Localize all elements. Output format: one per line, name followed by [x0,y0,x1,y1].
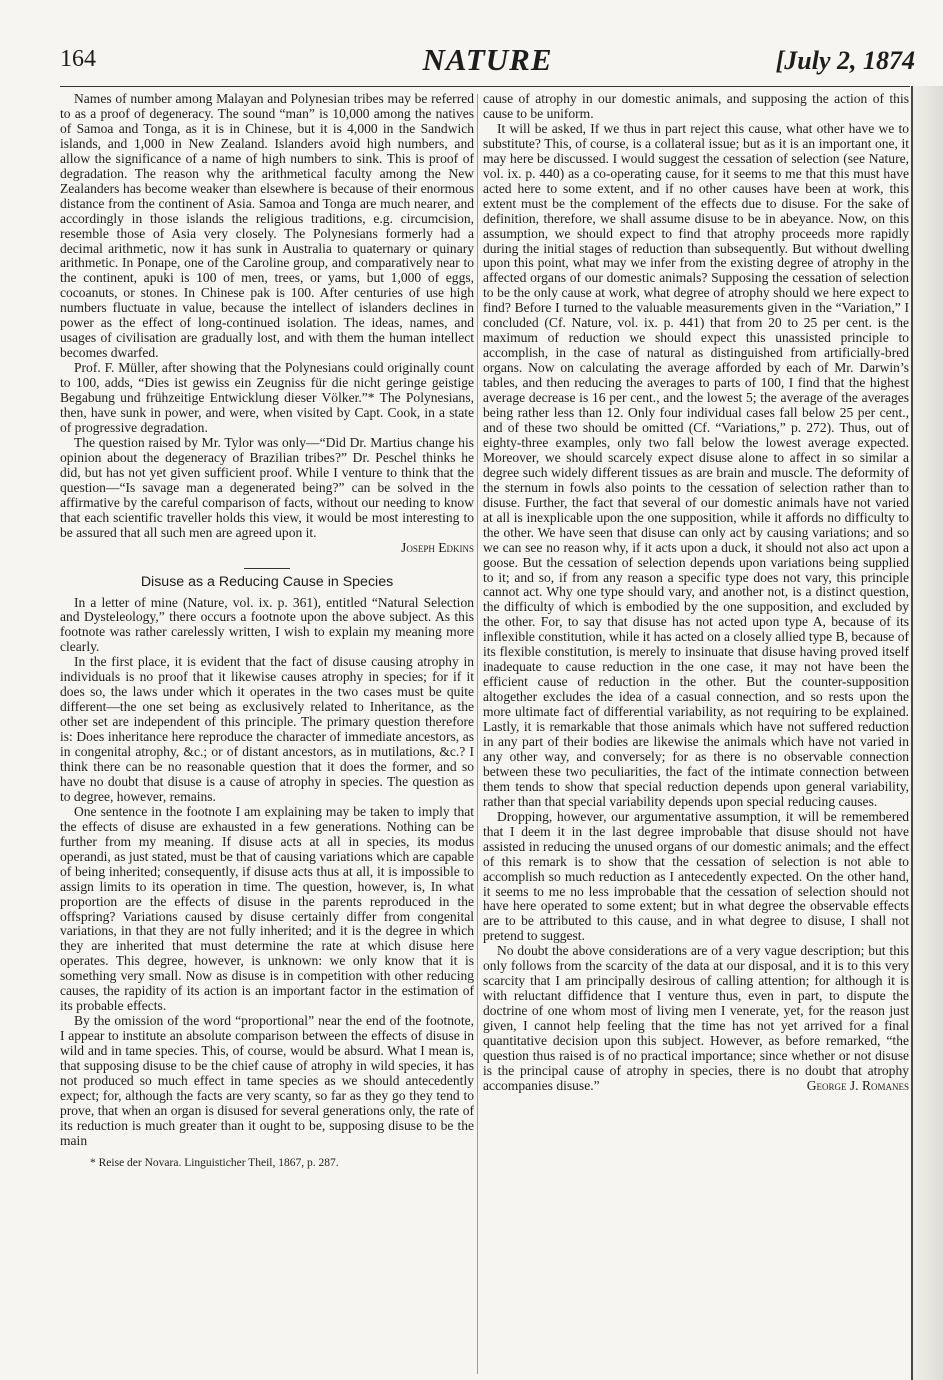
article2-paragraph: By the omission of the word “proportional” near the end of the footnote, I appear to institute an absolute comparison between the effects of disuse in wild and in tame species. This, of course, would be absurd. What I mean is, that supposing disuse to be the chief cause of atrophy in wild species, it has not produced so much effect in tame species as we should antecedently expect; for, although the facts are very scanty, so far as they go they tend to prove, that when an organ is disused for several generations only, the rate of its reduction is much greater than it ought to be, supposing disuse to be the main [60,1013,474,1148]
article2-signature: George J. Romanes [806,1077,909,1093]
article1-paragraph: Names of number among Malayan and Polynesian tribes may be referred to as a proof of degeneracy. The sound “man” is 10,000 among the natives of Samoa and Tonga, as it is in Chinese, but it is 4,000 in the Sandwich islands, and 1,000 in New Zealand. Islanders avoid high numbers, and allow the significance of a name of high numbers to sink. This is proof of degradation. The reason why the arithmetical faculty among the New Zealanders has become weaker than elsewhere is because of their enormous distance from the continent of Asia. Samoa and Tonga are much nearer, and accordingly in those islands the religious traditions, e.g. circumcision, resemble those of Asia very closely. The Polynesians formerly had a decimal arithmetic, now it has sunk in Australia to quaternary or quinary arithmetic. In Ponape, one of the Caroline group, and comparatively near to the continent, apuki is 100 of men, trees, or yams, but 1,000 of eggs, cocoanuts, or stones. In Chinese pak is 100. After centuries of use high numbers fluctuate in value, because the intellect of islanders declines in power as the effect of long-continued isolation. The ideas, names, and usages of civilisation are gradually lost, and with them the human intellect becomes dwarfed. [60,91,474,361]
issue-date: [July 2, 1874 [775,46,915,75]
article2-paragraph: In a letter of mine (Nature, vol. ix. p. 361), entitled “Natural Selection and Dysteleology,” there occurs a footnote upon the above subject. As this footnote was rather carelessly written, I wish to explain my meaning more clearly. [60,594,474,655]
left-column [60,92,474,1170]
page-header [60,40,915,88]
header-rule [60,86,910,87]
article2-paragraph: It will be asked, If we thus in part reject this cause, what other have we to substitute? This, of course, is a collateral issue; but as it is an important one, it may here be discussed. I would suggest the cessation of selection (see Nature, vol. ix. p. 440) as a co-operating cause, for it seems to me that this must have acted here to some extent, and if no other causes have been at work, this extent must be the complement of the effects due to disuse. For the sake of definition, therefore, we shall assume disuse to be in abeyance. Now, on this assumption, we should expect to find that atrophy proceeds more rapidly during the initial stages of reduction than subsequently. But without dwelling upon this point, what may we infer from the existing degree of atrophy in the affected organs of our domestic animals? Supposing the cessation of selection to be the only cause at work, what degree of atrophy should we here expect to find? Before I turned to the valuable measurements given in the “Variation,” I concluded (Cf. Nature, vol. ix. p. 441) that from 20 to 25 per cent. is the maximum of reduction we should expect this unassisted principle to accomplish, in the case of natural as distinguished from artificially-bred organs. Now on calculating the average afforded by each of Mr. Darwin’s tables, and then reducing the averages to parts of 100, I find that the highest average decrease is 16 per cent., and the lowest 5; the average of the averages being rather less than 12. Only four individual cases fall below 25 per cent., and of these two should be omitted (Cf. “Variations,” p. 272). Thus, out of eighty-three examples, only two fall below the lowest average expected. Moreover, we should scarcely expect disuse alone to affect in so similar a degree such widely different tissues as are brain and muscle. The deformity of the sternum in fowls also points to the cessation of selection rather than to disuse. Further, the fact that several of our domestic animals have not varied at all is inexplicable upon the one supposition, while it affords no difficulty to the other. We have seen that disuse can only act by causing variations; and so we can see no reason why, if it acts upon a duck, it should not also act upon a goose. But the cessation of selection depends upon variations being supplied to it; and so, if from any reason a specific type does not vary, this principle cannot act. Why one type should vary, and another not, is a distinct question, the difficulty of which is embodied by the one supposition, and excluded by the other. For, to say that disuse has not acted upon type A, because of its inflexible constitution, while it has acted on a closely allied type B, because of its flexible constitution, is merely to insinuate that disuse having proved itself inadequate to cause reduction in the one case, it may not have been the efficient cause of reduction in the other. But the counter-supposition altogether excludes the idea of a casual connection, and so rests upon the more ultimate fact of differential variability, as not requiring to be explained. Lastly, it is remarkable that those animals which have not suffered reduction in any part of their bodies are likewise the animals which have not varied in any other way, and conversely; for as there is no observable connection between these two peculiarities, the fact of the intimate connection between them tends to show that special reduction depends upon general variability, rather than that special variability depends upon special reducing causes. [483,120,909,809]
article2-paragraph: cause of atrophy in our domestic animals, and supposing the action of this cause to be uniform. [483,91,909,121]
article1-paragraph: The question raised by Mr. Tylor was only—“Did Dr. Martius change his opinion about the degeneracy of Brazilian tribes?” Dr. Peschel thinks he did, but has not yet given sufficient proof. While I venture to think that the question—“Is savage man a degenerated being?” can be solved in the affirmative by the careful comparison of facts, without our needing to know that each scientific traveller holds this view, it would be most interesting to be assured that all such men are agreed upon it. [60,434,474,540]
column-rule [477,94,478,1374]
section-divider [244,568,290,569]
footnote: * Reise der Novara. Linguisticher Theil, 1867, p. 287. [90,1156,339,1169]
article1-signature: Joseph Edkins [401,539,474,555]
article1-paragraph: Prof. F. Müller, after showing that the Polynesians could originally count to 100, adds, “Dies ist gewiss ein Zeugniss für die nicht geringe geistige Begabung und frühzeitige Entwicklung dieser Völker.”* The Polynesians, then, have sunk in power, and were, when visited by Capt. Cook, in a state of progressive degradation. [60,360,474,435]
article2-paragraph: No doubt the above considerations are of a very vague description; but this only follows from the scarcity of the data at our disposal, and it is to this very scarcity that I am principally desirous of calling attention; for although it is with reluctant diffidence that I venture thus, even in part, to dispute the doctrine of one whom most of living men I venerate, yet, for the reason just given, I cannot help feeling that the time has not yet arrived for a final quantitative decision upon this subject. However, as before remarked, “the question thus raised is of no practical importance; since whether or not disuse is the principal cause of atrophy in species, there is no doubt that atrophy accompanies disuse.” [483,943,909,1093]
article2-title: Disuse as a Reducing Cause in Species [140,573,394,590]
journal-title: NATURE [422,42,553,77]
adjacent-page-edge [911,86,943,1380]
article2-paragraph: In the first place, it is evident that the fact of disuse causing atrophy in individuals is no proof that it likewise causes atrophy in species; for if it does so, the laws under which it operates in the two cases must be quite different—the one set being as exclusively related to Inheritance, as the other set are independent of this principle. The primary question therefore is: Does inheritance here reproduce the character of immediate ancestors, as in congenital atrophy, &c.; or of distant ancestors, as in mutilations, &c.? I think there can be no reasonable question that it does the former, and so have no doubt that disuse is a cause of atrophy in species. The question as to degree, however, remains. [60,654,474,804]
article2-paragraph: Dropping, however, our argumentative assumption, it will be remembered that I deem it in the last degree improbable that disuse should not have assisted in reducing the unused organs of our domestic animals; and the effect of this remark is to show that the cessation of selection is not able to accomplish so much reduction as I antecedently expected. On the other hand, it seems to me no less improbable that the cessation of selection should not have here operated to some extent; but in what degree the observable effects are to be attributed to this cause, and in what degree to disuse, I shall not pretend to suggest. [483,808,909,944]
right-column [483,92,909,1094]
article2-paragraph: One sentence in the footnote I am explaining may be taken to imply that the effects of disuse are exhausted in a few generations. Nothing can be further from my meaning. If disuse acts at all in species, its modus operandi, as just stated, must be that of causing variations which are capable of being inherited; consequently, if disuse acts thus at all, it is impossible to assign limits to its operation in time. The question, however, is, In what proportion are the effects of disuse in the parents reproduced in the offspring? Variations caused by disuse certainly differ from congenital variations, in that they are not fully inherited; and it is the degree in which they are inherited that must determine the rate at which disuse here operates. This degree, however, is unknown: we only know that it is something very small. Now as disuse is in competition with other reducing causes, the rapidity of its action is an important factor in the estimation of its probable effects. [60,803,474,1014]
page-number: 164 [60,46,96,72]
